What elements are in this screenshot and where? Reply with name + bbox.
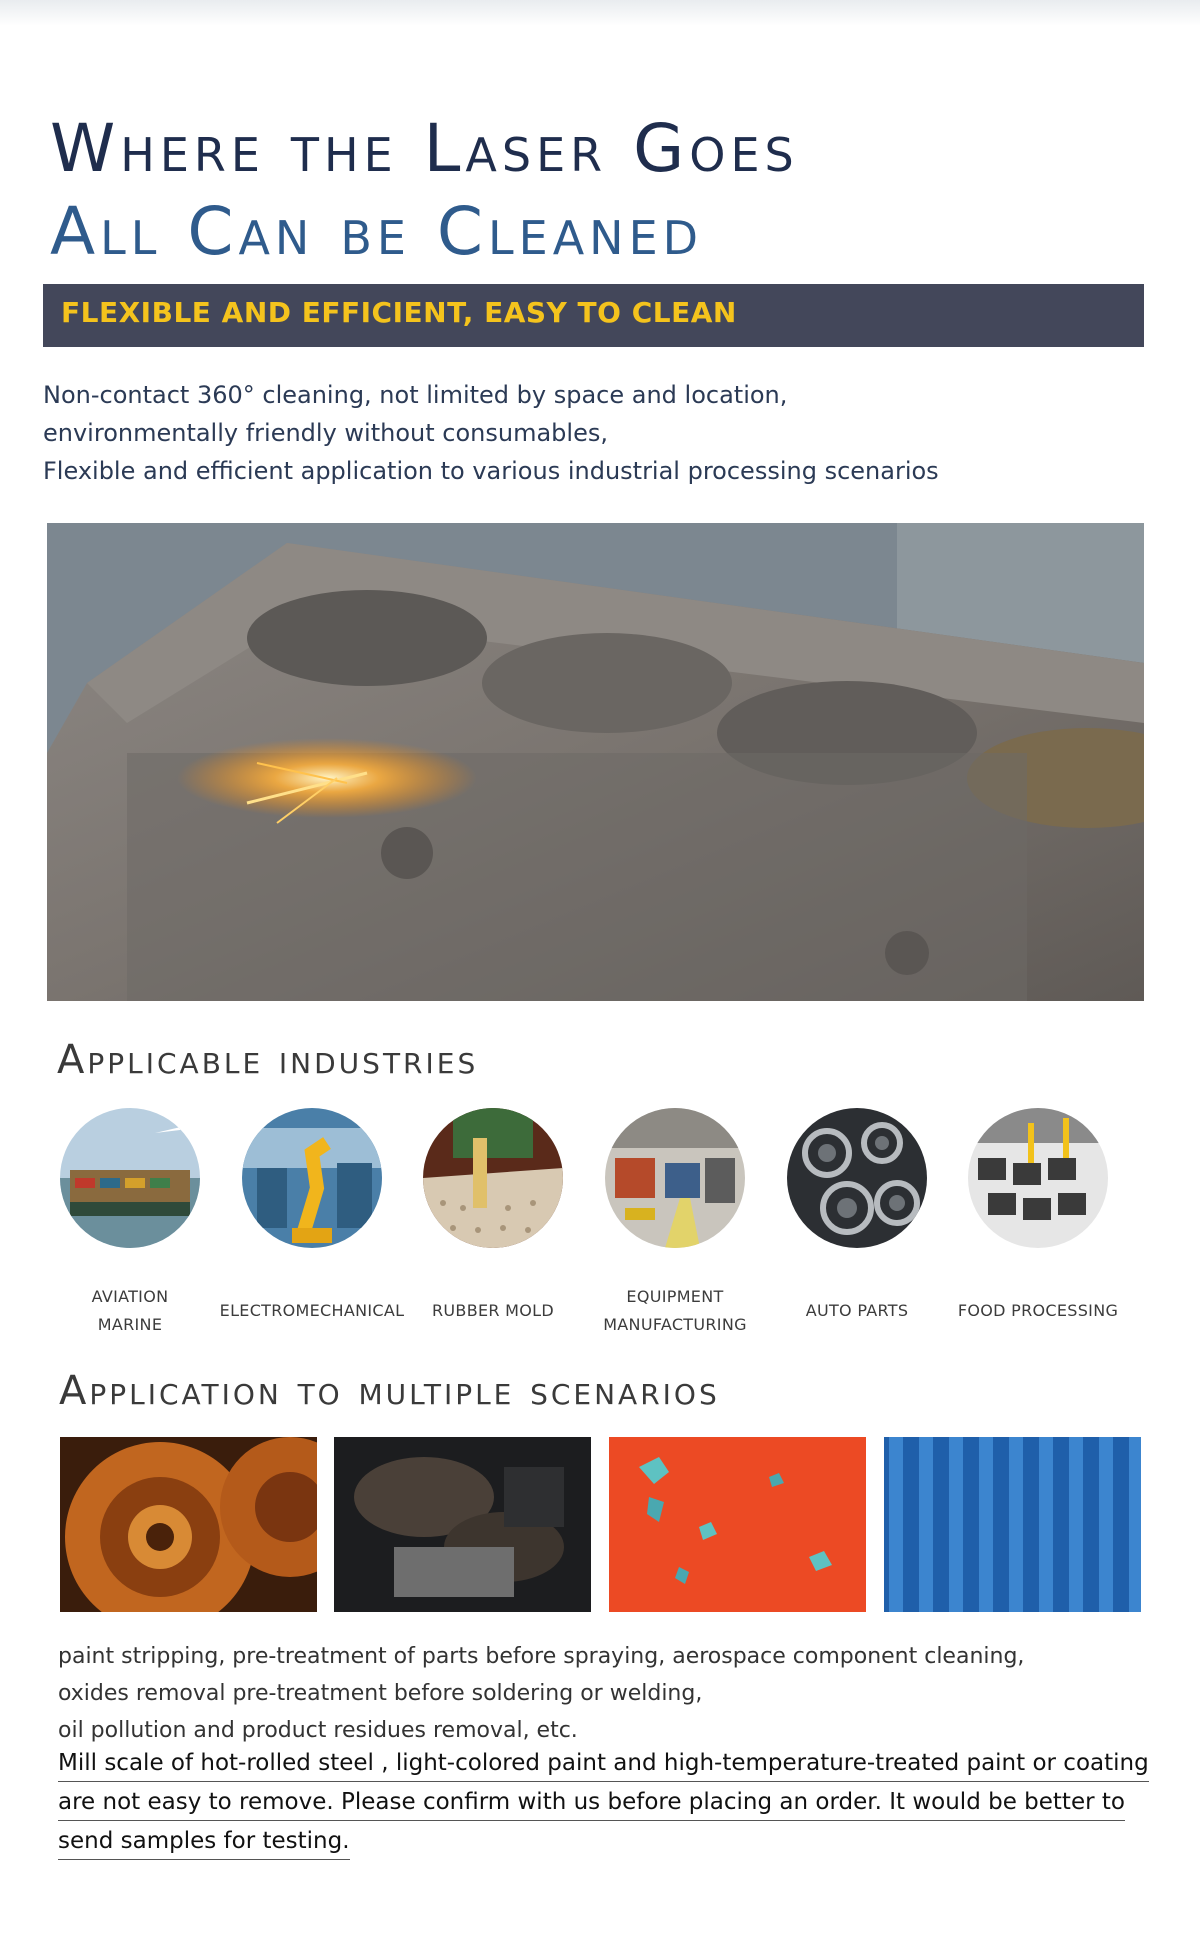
tagline-text: FLEXIBLE AND EFFICIENT, EASY TO CLEAN — [61, 296, 737, 329]
industry-item — [782, 1108, 932, 1338]
intro-line: environmentally friendly without consumables, — [43, 419, 608, 447]
factory-line-icon — [605, 1108, 745, 1248]
headline-line1: Where the Laser Goes — [50, 110, 799, 187]
industry-item — [600, 1108, 750, 1338]
industry-label: EQUIPMENT MANUFACTURING — [603, 1287, 747, 1334]
application-line: oxides removal pre-treatment before soldering or welding, — [58, 1681, 703, 1706]
intro-line: Flexible and efficient application to various industrial processing scenarios — [43, 457, 939, 485]
industry-item — [957, 1108, 1119, 1338]
food-machinery-icon — [968, 1108, 1108, 1248]
headline-line2: All Can be Cleaned — [50, 193, 704, 270]
applications-text — [58, 1638, 1024, 1749]
industry-item — [55, 1108, 205, 1338]
rusty-gears-photo — [60, 1437, 317, 1612]
industry-label: AVIATION MARINE — [91, 1287, 169, 1334]
peeling-red-paint-photo — [609, 1437, 866, 1612]
intro-line: Non-contact 360° cleaning, not limited by space and location, — [43, 381, 788, 409]
notice-line: send samples for testing. — [58, 1823, 350, 1860]
bearings-icon — [787, 1108, 927, 1248]
robot-arm-icon — [242, 1108, 382, 1248]
notice-line: are not easy to remove. Please confirm with us before placing an order. It would be better to — [58, 1784, 1125, 1821]
blue-corrugated-metal-photo — [884, 1437, 1141, 1612]
intro-text — [43, 376, 939, 490]
top-fade — [0, 0, 1200, 26]
mechanic-hands-photo — [334, 1437, 591, 1612]
hero-engine-photo — [47, 523, 1144, 1001]
industry-label: RUBBER MOLD — [431, 1301, 555, 1320]
industries-title: Applicable industries — [57, 1037, 479, 1083]
tagline-banner — [43, 284, 1144, 347]
rubber-mold-icon — [423, 1108, 563, 1248]
industry-label: AUTO PARTS — [805, 1301, 909, 1320]
notice-text — [58, 1745, 1149, 1862]
industry-label: FOOD PROCESSING — [957, 1301, 1119, 1320]
industry-item — [219, 1108, 405, 1338]
application-line: oil pollution and product residues removal, etc. — [58, 1718, 578, 1743]
industry-label: ELECTROMECHANICAL — [219, 1301, 405, 1320]
industry-item — [418, 1108, 568, 1338]
application-line: paint stripping, pre-treatment of parts before spraying, aerospace component cleaning, — [58, 1644, 1025, 1669]
notice-line: Mill scale of hot-rolled steel , light-colored paint and high-temperature-treated paint or coating — [58, 1745, 1149, 1782]
scenarios-title: Application to multiple scenarios — [59, 1368, 720, 1414]
engine-block-laser-cleaning-photo — [47, 523, 1144, 1001]
ship-and-plane-icon — [60, 1108, 200, 1248]
